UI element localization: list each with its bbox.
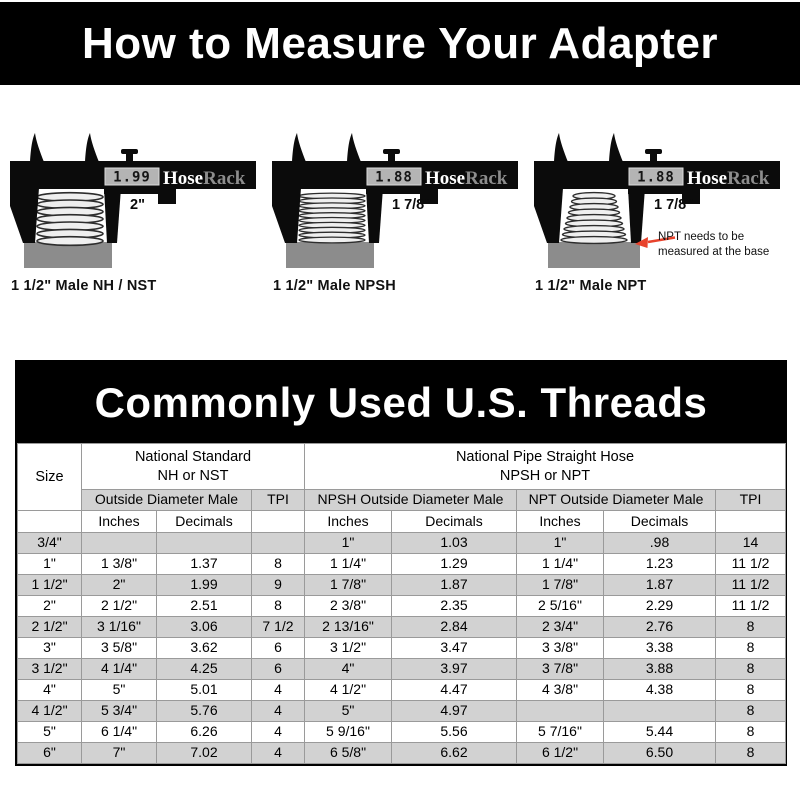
table-cell: 8: [252, 596, 305, 617]
table-cell: 1": [517, 533, 604, 554]
col-header-od-male-nh: Outside Diameter Male: [82, 490, 252, 511]
table-cell: 2 1/2": [82, 596, 157, 617]
table-cell: 3.62: [157, 638, 252, 659]
table-cell: 2.29: [604, 596, 716, 617]
fig-caption: 1 1/2" Male NPSH: [273, 278, 396, 294]
table-cell: 1": [305, 533, 392, 554]
table-cell: 3": [18, 638, 82, 659]
table-cell: 6.62: [392, 743, 517, 764]
table-cell: 1.87: [392, 575, 517, 596]
table-cell: 3.47: [392, 638, 517, 659]
table-cell: 1 7/8": [517, 575, 604, 596]
table-cell: 7": [82, 743, 157, 764]
display-reading: 1.99: [113, 169, 151, 186]
table-title-banner: [17, 362, 785, 443]
blank-cell: [18, 511, 82, 533]
table-cell: 8: [716, 680, 786, 701]
table-cell: 2": [82, 575, 157, 596]
table-cell: 1 3/8": [82, 554, 157, 575]
table-row: [18, 533, 786, 554]
table-cell: 4.97: [392, 701, 517, 722]
caliper-figure: [270, 128, 532, 273]
table-cell: 7 1/2: [252, 617, 305, 638]
caliper-display: [105, 168, 159, 186]
brand-text: HoseRack: [425, 168, 508, 189]
table-cell: 8: [716, 722, 786, 743]
page-title-banner: [0, 2, 800, 85]
table-cell: 5.56: [392, 722, 517, 743]
table-cell: 8: [716, 701, 786, 722]
table-cell: 9: [252, 575, 305, 596]
table-cell: 1 1/4": [517, 554, 604, 575]
page-title: How to Measure Your Adapter: [81, 18, 719, 68]
col-header-decimals: Decimals: [392, 511, 517, 533]
table-cell: 1 1/4": [305, 554, 392, 575]
table-row: [18, 596, 786, 617]
caliper-fig-nh-nst: [8, 128, 270, 294]
table-cell: 1.29: [392, 554, 517, 575]
table-cell: 4.47: [392, 680, 517, 701]
table-cell: 3 5/8": [82, 638, 157, 659]
table-cell: 14: [716, 533, 786, 554]
table-cell: 6 1/4": [82, 722, 157, 743]
table-cell: 2 5/16": [517, 596, 604, 617]
table-cell: 2": [18, 596, 82, 617]
threads-table-body: [18, 533, 786, 764]
col-header-inches: Inches: [305, 511, 392, 533]
col-header-tpi-nh: TPI: [252, 490, 305, 511]
npt-note-line1: NPT needs to be: [658, 231, 745, 243]
table-cell: 3/4": [18, 533, 82, 554]
table-cell: 4: [252, 722, 305, 743]
col-header-npsh-od-male: NPSH Outside Diameter Male: [305, 490, 517, 511]
table-cell: 3 1/2": [18, 659, 82, 680]
table-cell: 6.50: [604, 743, 716, 764]
brand-text: HoseRack: [163, 168, 246, 189]
table-cell: 3 7/8": [517, 659, 604, 680]
table-cell: 4": [18, 680, 82, 701]
table-cell: [517, 701, 604, 722]
measure-label: 1 7/8": [392, 197, 432, 213]
adapter-base: [286, 242, 374, 268]
caliper-drawing-slot: [8, 128, 270, 273]
col-header-decimals: Decimals: [604, 511, 716, 533]
table-cell: 3 1/16": [82, 617, 157, 638]
caliper-display: [629, 168, 683, 186]
table-cell: 1.87: [604, 575, 716, 596]
table-title: Commonly Used U.S. Threads: [94, 378, 708, 426]
table-cell: 2.35: [392, 596, 517, 617]
caliper-drawing-slot: [270, 128, 532, 273]
blank-cell: [716, 511, 786, 533]
table-row: [18, 722, 786, 743]
table-cell: 11 1/2: [716, 575, 786, 596]
table-row: [18, 575, 786, 596]
table-cell: 1": [18, 554, 82, 575]
adapter-threads: [37, 193, 103, 246]
table-cell: 5.76: [157, 701, 252, 722]
col-header-size: Size: [18, 444, 82, 511]
npt-note: [635, 231, 769, 258]
threads-table-block: [15, 360, 787, 766]
caliper-figure: [8, 128, 270, 273]
table-cell: 1.37: [157, 554, 252, 575]
caliper-drawing-slot: [532, 128, 794, 273]
table-cell: [252, 533, 305, 554]
table-cell: [604, 701, 716, 722]
table-cell: 4 3/8": [517, 680, 604, 701]
table-cell: 2 13/16": [305, 617, 392, 638]
table-cell: 4: [252, 743, 305, 764]
table-cell: 7.02: [157, 743, 252, 764]
table-cell: 4 1/2": [18, 701, 82, 722]
measure-label: 2": [130, 197, 145, 213]
table-row: [18, 701, 786, 722]
adapter-base: [548, 242, 640, 268]
caliper-figures: [8, 128, 794, 294]
table-row: [18, 743, 786, 764]
table-cell: 4 1/4": [82, 659, 157, 680]
table-row: [18, 554, 786, 575]
caliper-fig-npsh: [270, 128, 532, 294]
col-group-national-standard: National Standard NH or NST: [82, 444, 305, 490]
table-cell: 5": [82, 680, 157, 701]
table-row: [18, 617, 786, 638]
table-cell: 4": [305, 659, 392, 680]
table-cell: 5": [18, 722, 82, 743]
table-cell: 6: [252, 659, 305, 680]
table-row: [18, 659, 786, 680]
table-cell: 1.99: [157, 575, 252, 596]
col-group-national-pipe-straight-hose: National Pipe Straight Hose NPSH or NPT: [305, 444, 786, 490]
table-cell: 3.97: [392, 659, 517, 680]
col-header-decimals: Decimals: [157, 511, 252, 533]
table-row: [18, 638, 786, 659]
table-cell: 8: [716, 638, 786, 659]
table-cell: 4: [252, 701, 305, 722]
table-cell: 4.25: [157, 659, 252, 680]
table-cell: [82, 533, 157, 554]
table-cell: 4.38: [604, 680, 716, 701]
caliper-figure: [532, 128, 794, 273]
measure-label: 1 7/8": [654, 197, 694, 213]
adapter-threads: [561, 193, 627, 244]
table-cell: 8: [716, 659, 786, 680]
table-cell: 5.01: [157, 680, 252, 701]
col-header-npt-od-male: NPT Outside Diameter Male: [517, 490, 716, 511]
table-cell: 11 1/2: [716, 554, 786, 575]
table-row: [18, 680, 786, 701]
table-cell: 4: [252, 680, 305, 701]
adapter-threads: [299, 193, 365, 243]
table-cell: 6: [252, 638, 305, 659]
table-cell: 3.38: [604, 638, 716, 659]
table-cell: 8: [716, 743, 786, 764]
table-cell: 2 3/4": [517, 617, 604, 638]
fig-caption: 1 1/2" Male NH / NST: [11, 278, 157, 294]
table-cell: [157, 533, 252, 554]
table-cell: 3.06: [157, 617, 252, 638]
table-cell: 1.03: [392, 533, 517, 554]
table-cell: 5": [305, 701, 392, 722]
fig-caption: 1 1/2" Male NPT: [535, 278, 647, 294]
table-cell: 11 1/2: [716, 596, 786, 617]
table-cell: 3 1/2": [305, 638, 392, 659]
table-cell: 2.84: [392, 617, 517, 638]
table-cell: 3.88: [604, 659, 716, 680]
table-cell: 8: [716, 617, 786, 638]
table-cell: 5 7/16": [517, 722, 604, 743]
table-cell: 2.76: [604, 617, 716, 638]
threads-table: [17, 443, 786, 764]
table-cell: 4 1/2": [305, 680, 392, 701]
table-cell: 5 9/16": [305, 722, 392, 743]
display-reading: 1.88: [375, 169, 413, 186]
brand-text: HoseRack: [687, 168, 770, 189]
table-cell: 5.44: [604, 722, 716, 743]
table-cell: 5 3/4": [82, 701, 157, 722]
col-header-inches: Inches: [517, 511, 604, 533]
table-cell: 1.23: [604, 554, 716, 575]
table-cell: 8: [252, 554, 305, 575]
table-cell: 6 5/8": [305, 743, 392, 764]
caliper-display: [367, 168, 421, 186]
table-cell: 1 7/8": [305, 575, 392, 596]
table-cell: 1 1/2": [18, 575, 82, 596]
table-cell: 2 1/2": [18, 617, 82, 638]
table-cell: 6": [18, 743, 82, 764]
table-cell: 3 3/8": [517, 638, 604, 659]
col-header-inches: Inches: [82, 511, 157, 533]
blank-cell: [252, 511, 305, 533]
table-cell: .98: [604, 533, 716, 554]
table-cell: 2 3/8": [305, 596, 392, 617]
table-cell: 6 1/2": [517, 743, 604, 764]
display-reading: 1.88: [637, 169, 675, 186]
table-cell: 2.51: [157, 596, 252, 617]
npt-note-line2: measured at the base: [658, 246, 770, 258]
col-header-tpi-npt: TPI: [716, 490, 786, 511]
table-cell: 6.26: [157, 722, 252, 743]
caliper-fig-npt: [532, 128, 794, 294]
